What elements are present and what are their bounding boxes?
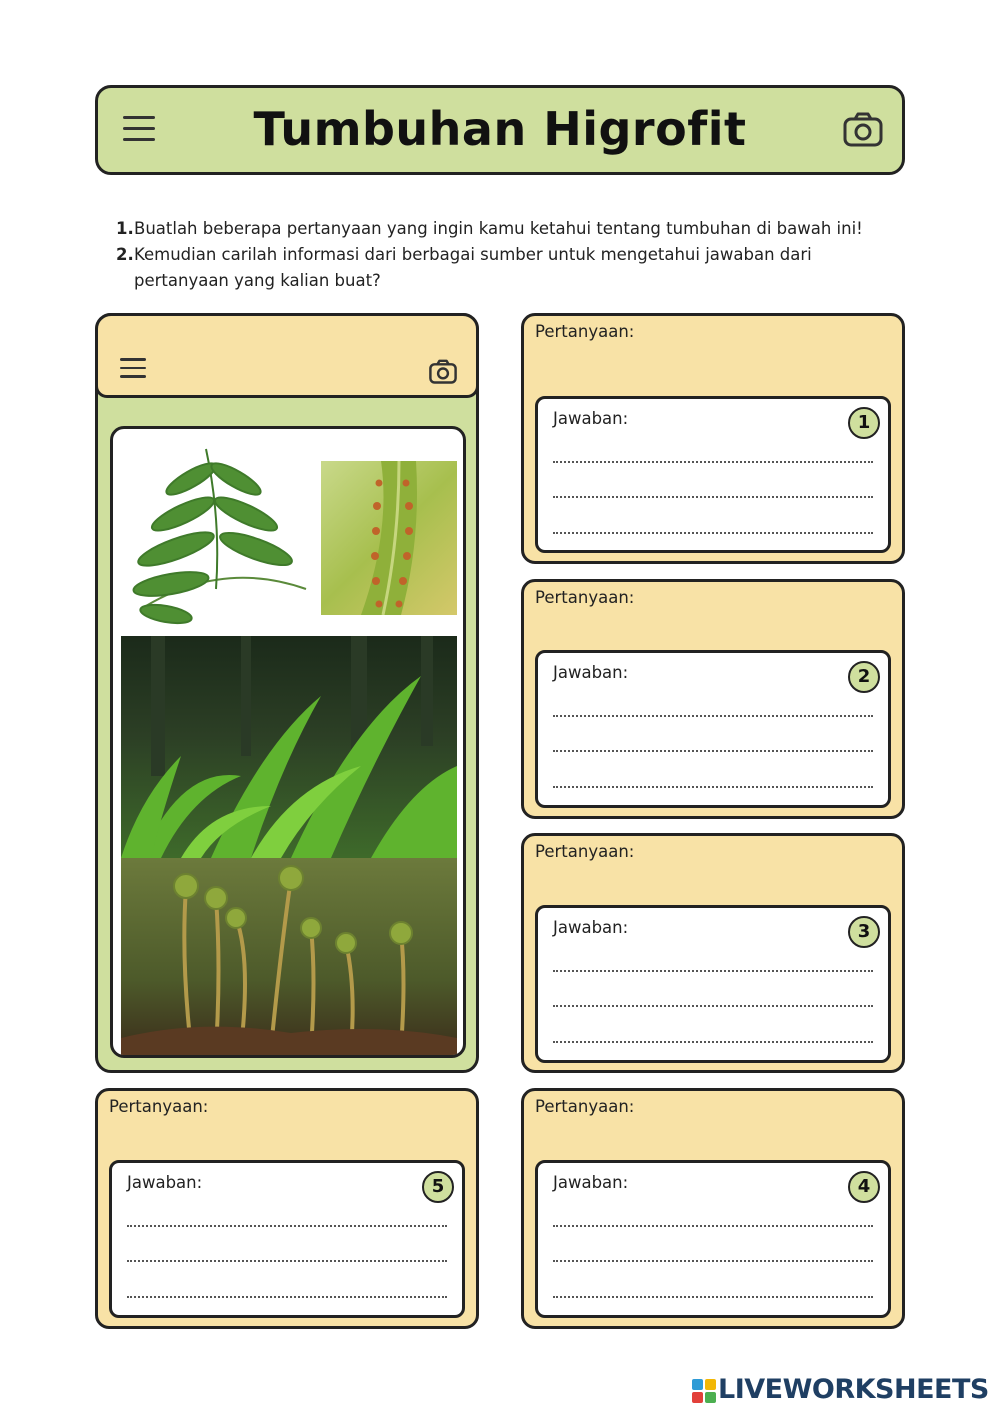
fern-frond-image [121,439,316,634]
fiddlehead-ferns-image [121,858,457,1058]
answer-line [553,786,873,788]
answer-line [553,970,873,972]
answer-line [553,750,873,752]
answer-line [553,496,873,498]
number-badge: 4 [848,1171,880,1203]
question-label: Pertanyaan: [535,588,635,607]
answer-box-3[interactable] [535,905,891,1063]
instruction-item-2: 2. Kemudian carilah informasi dari berbagai sumber untuk mengetahui jawaban dari pertanyaan yang kalian buat? [116,245,812,290]
title-bar [95,85,905,175]
question-label: Pertanyaan: [535,322,635,341]
answer-line [553,1225,873,1227]
number-badge: 2 [848,661,880,693]
question-label: Pertanyaan: [109,1097,209,1116]
question-card-4 [521,1088,905,1329]
answer-box-4[interactable] [535,1160,891,1318]
question-card-1 [521,313,905,564]
camera-icon[interactable] [428,358,458,386]
question-card-5 [95,1088,479,1329]
answer-line [553,1005,873,1007]
question-label: Pertanyaan: [535,842,635,861]
phone-screen [110,426,466,1058]
answer-line [553,1260,873,1262]
answer-box-2[interactable] [535,650,891,808]
phone-top-bar [95,313,479,398]
forest-ferns-image [121,636,457,858]
watermark-text: LIVEWORKSHEETS [718,1374,989,1405]
number-badge: 5 [422,1171,454,1203]
answer-box-1[interactable] [535,396,891,553]
answer-label: Jawaban: [553,1173,629,1192]
instruction-item-1: 1. Buatlah beberapa pertanyaan yang ingin kamu ketahui tentang tumbuhan di bawah ini! [116,219,863,238]
answer-line [127,1225,447,1227]
answer-label: Jawaban: [553,918,629,937]
fern-sori-image [321,461,457,615]
question-label: Pertanyaan: [535,1097,635,1116]
answer-box-5[interactable] [109,1160,465,1318]
answer-line [127,1296,447,1298]
liveworksheets-logo-icon [692,1379,716,1403]
answer-line [553,1296,873,1298]
question-card-3 [521,833,905,1073]
answer-line [553,532,873,534]
answer-line [553,1041,873,1043]
answer-line [553,461,873,463]
number-badge: 3 [848,916,880,948]
answer-line [127,1260,447,1262]
camera-icon[interactable] [842,110,884,150]
number-badge: 1 [848,407,880,439]
page-title: Tumbuhan Higrofit [253,102,747,156]
instructions [116,216,906,294]
liveworksheets-watermark [692,1374,992,1408]
hamburger-menu-icon[interactable] [120,358,146,386]
question-card-2 [521,579,905,819]
phone-mockup [95,313,479,1073]
answer-label: Jawaban: [553,663,629,682]
answer-line [553,715,873,717]
answer-label: Jawaban: [127,1173,203,1192]
answer-label: Jawaban: [553,409,629,428]
